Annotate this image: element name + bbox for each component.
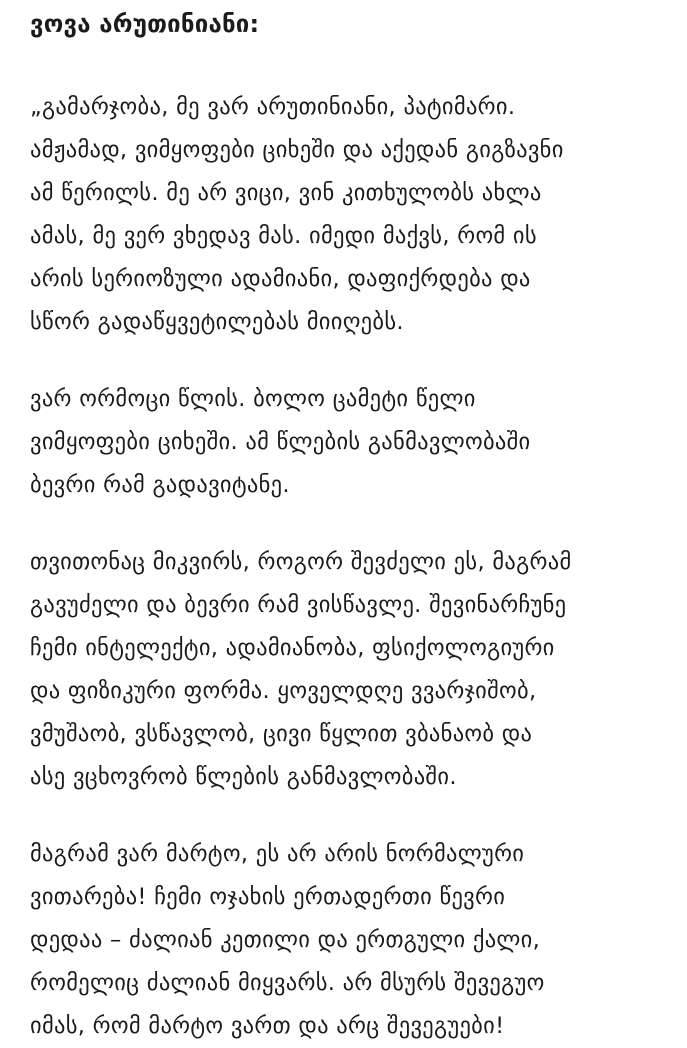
- text-line: ვიმყოფები ციხეში. ამ წლების განმავლობაში: [30, 429, 531, 455]
- text-line: და ფიზიკური ფორმა. ყოველდღე ვვარჯიშობ,: [30, 678, 537, 704]
- text-line: ვარ ორმოცი წლის. ბოლო ცამეტი წელი: [30, 386, 476, 412]
- text-line: მაგრამ ვარ მარტო, ეს არ არის ნორმალური: [30, 841, 525, 867]
- paragraph-1: [30, 86, 675, 344]
- text-line: რომელიც ძალიან მიყვარს. არ მსურს შევეგუო: [30, 970, 545, 996]
- text-line: ჩემი ინტელექტი, ადამიანობა, ფსიქოლოგიური: [30, 635, 555, 661]
- text-line: დედაა – ძალიან კეთილი და ერთგული ქალი,: [30, 927, 541, 953]
- text-line: ამ წერილს. მე არ ვიცი, ვინ კითხულობს ახლა: [30, 180, 542, 206]
- text-line: იმას, რომ მარტო ვართ და არც შევეგუები!: [30, 1013, 505, 1039]
- paragraph-2: [30, 378, 675, 507]
- text-line: სწორ გადაწყვეტილებას მიიღებს.: [30, 309, 404, 335]
- text-line: თვითონაც მიკვირს, როგორ შევძელი ეს, მაგრამ: [30, 549, 572, 575]
- text-line: „გამარჯობა, მე ვარ არუთინიანი, პატიმარი.: [30, 94, 516, 120]
- article-title: ვოვა არუთინიანი:: [30, 10, 260, 38]
- text-line: ამას, მე ვერ ვხედავ მას. იმედი მაქვს, რომ ის: [30, 223, 537, 249]
- text-line: ბევრი რამ გადავიტანე.: [30, 472, 290, 498]
- paragraph-3: [30, 541, 675, 799]
- text-line: ამჟამად, ვიმყოფები ციხეში და აქედან გიგზავნი: [30, 137, 564, 163]
- text-line: ასე ვცხოვრობ წლების განმავლობაში.: [30, 764, 457, 790]
- text-line: ვითარება! ჩემი ოჯახის ერთადერთი წევრი: [30, 884, 506, 910]
- text-line: გავუძელი და ბევრი რამ ვისწავლე. შევინარჩუნე: [30, 592, 567, 618]
- text-line: არის სერიოზული ადამიანი, დაფიქრდება და: [30, 266, 531, 292]
- text-line: ვმუშაობ, ვსწავლობ, ცივი წყლით ვბანაობ და: [30, 721, 533, 747]
- paragraph-4: [30, 833, 675, 1048]
